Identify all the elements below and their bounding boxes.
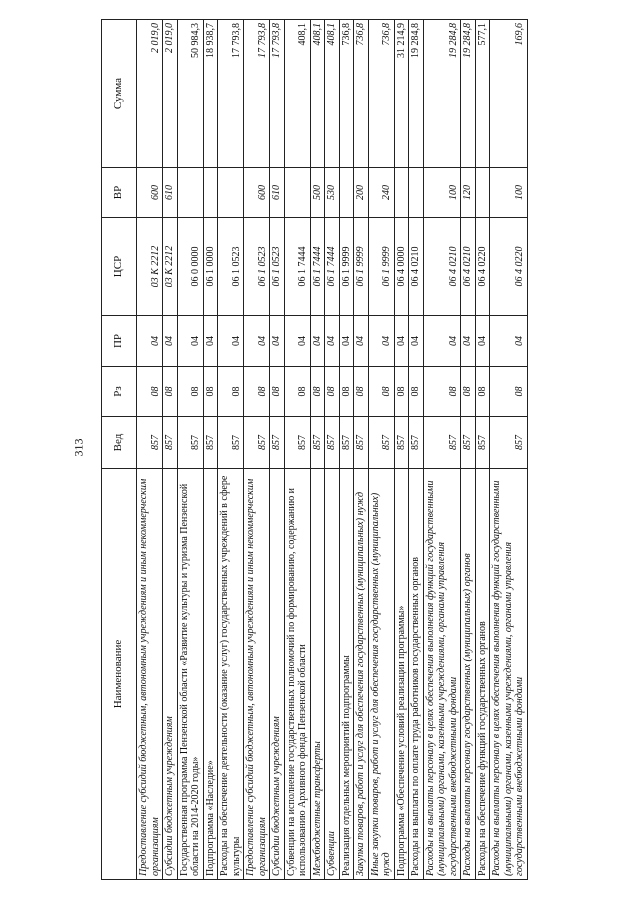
table-row [423, 20, 461, 880]
cell-sum: 19 284,8 [461, 20, 476, 168]
cell-pr: 04 [339, 316, 354, 367]
cell-pr: 04 [310, 316, 325, 367]
table-row [177, 20, 203, 880]
cell-vr: 200 [354, 168, 369, 218]
cell-pr: 04 [177, 316, 203, 367]
page-number: 313 [71, 438, 86, 457]
header-sum: Сумма [102, 20, 137, 168]
header-ved: Вед [102, 417, 137, 469]
cell-ved: 857 [310, 417, 325, 469]
cell-pr: 04 [368, 316, 394, 367]
cell-pr: 04 [163, 316, 178, 367]
cell-vr: 600 [244, 168, 270, 218]
cell-rz: 08 [409, 367, 424, 417]
cell-name: Закупка товаров, работ и услуг для обеспечения государственных (муниципальных) нужд [354, 469, 369, 880]
cell-vr: 120 [461, 168, 476, 218]
cell-vr: 100 [423, 168, 461, 218]
cell-rz: 08 [177, 367, 203, 417]
table-row [137, 20, 163, 880]
cell-name: Предоставление субсидий бюджетным, автономным учреждениям и иным некоммерческим организациям [244, 469, 270, 880]
cell-pr: 04 [218, 316, 244, 367]
cell-vr [203, 168, 218, 218]
cell-sum: 18 938,7 [203, 20, 218, 168]
cell-rz: 08 [490, 367, 528, 417]
cell-pr: 04 [203, 316, 218, 367]
cell-pr: 04 [244, 316, 270, 367]
cell-rz: 08 [137, 367, 163, 417]
cell-pr: 04 [270, 316, 285, 367]
cell-pr: 04 [461, 316, 476, 367]
table-row [354, 20, 369, 880]
cell-rz: 08 [368, 367, 394, 417]
cell-rz: 08 [203, 367, 218, 417]
cell-sum: 17 793,8 [244, 20, 270, 168]
cell-sum: 736,8 [339, 20, 354, 168]
cell-sum: 2 019,0 [137, 20, 163, 168]
cell-csr: 06 1 0523 [270, 218, 285, 316]
cell-ved: 857 [325, 417, 340, 469]
cell-ved: 857 [218, 417, 244, 469]
cell-vr [339, 168, 354, 218]
cell-sum: 17 793,8 [270, 20, 285, 168]
table-body [137, 20, 528, 880]
table-header-row [102, 20, 137, 880]
cell-vr [475, 168, 490, 218]
cell-sum: 577,1 [475, 20, 490, 168]
table-row [394, 20, 409, 880]
rotated-page-content [101, 20, 627, 880]
cell-name: Расходы на обеспечение деятельности (оказание услуг) государственных учреждений в сфере культуры [218, 469, 244, 880]
cell-rz: 08 [284, 367, 310, 417]
cell-name: Государственная программа Пензенской области «Развитие культуры и туризма Пензенской области на 2014-2020 годы» [177, 469, 203, 880]
cell-name: Иные закупки товаров, работ и услуг для обеспечения государственных (муниципальных) нужд [368, 469, 394, 880]
cell-name: Расходы на выплаты персоналу государственных (муниципальных) органов [461, 469, 476, 880]
table-row [163, 20, 178, 880]
table-row [244, 20, 270, 880]
cell-ved: 857 [354, 417, 369, 469]
cell-ved: 857 [409, 417, 424, 469]
cell-sum: 17 793,8 [218, 20, 244, 168]
cell-ved: 857 [284, 417, 310, 469]
cell-name: Расходы на выплаты персоналу в целях обеспечения выполнения функций государственными (муниципальными) органами, казенными учреждениями, органами управления государственными внебюджетными фондами [490, 469, 528, 880]
cell-csr: 06 1 9999 [354, 218, 369, 316]
cell-name: Субсидии бюджетным учреждениям [163, 469, 178, 880]
cell-ved: 857 [490, 417, 528, 469]
cell-pr: 04 [394, 316, 409, 367]
cell-vr: 610 [270, 168, 285, 218]
cell-sum: 19 284,8 [409, 20, 424, 168]
cell-sum: 50 984,3 [177, 20, 203, 168]
cell-ved: 857 [244, 417, 270, 469]
header-rz: Рз [102, 367, 137, 417]
cell-pr: 04 [325, 316, 340, 367]
budget-table [101, 19, 528, 880]
cell-rz: 08 [163, 367, 178, 417]
cell-rz: 08 [310, 367, 325, 417]
cell-ved: 857 [475, 417, 490, 469]
cell-csr: 06 4 0220 [490, 218, 528, 316]
cell-ved: 857 [177, 417, 203, 469]
cell-vr [284, 168, 310, 218]
table-row [284, 20, 310, 880]
cell-ved: 857 [339, 417, 354, 469]
cell-vr: 600 [137, 168, 163, 218]
cell-name: Подпрограмма «Обеспечение условий реализации программы» [394, 469, 409, 880]
cell-csr: 06 1 0523 [244, 218, 270, 316]
cell-sum: 408,1 [325, 20, 340, 168]
header-csr: ЦСР [102, 218, 137, 316]
cell-vr: 240 [368, 168, 394, 218]
cell-ved: 857 [137, 417, 163, 469]
cell-name: Подпрограмма «Наследие» [203, 469, 218, 880]
cell-vr: 500 [310, 168, 325, 218]
table-row [490, 20, 528, 880]
cell-vr: 610 [163, 168, 178, 218]
cell-csr: 06 4 0210 [461, 218, 476, 316]
cell-rz: 08 [218, 367, 244, 417]
cell-ved: 857 [423, 417, 461, 469]
cell-csr: 03 К 2212 [163, 218, 178, 316]
cell-pr: 04 [137, 316, 163, 367]
cell-csr: 06 1 7444 [325, 218, 340, 316]
cell-csr: 06 4 0000 [394, 218, 409, 316]
cell-ved: 857 [203, 417, 218, 469]
cell-csr: 06 1 7444 [284, 218, 310, 316]
cell-csr: 06 4 0220 [475, 218, 490, 316]
cell-pr: 04 [409, 316, 424, 367]
cell-vr: 100 [490, 168, 528, 218]
cell-name: Межбюджетные трансферты [310, 469, 325, 880]
cell-pr: 04 [284, 316, 310, 367]
cell-rz: 08 [475, 367, 490, 417]
cell-csr: 06 1 9999 [339, 218, 354, 316]
cell-vr [409, 168, 424, 218]
cell-vr [177, 168, 203, 218]
cell-csr: 06 4 0210 [423, 218, 461, 316]
cell-rz: 08 [270, 367, 285, 417]
cell-csr: 03 К 2212 [137, 218, 163, 316]
table-row [461, 20, 476, 880]
table-row [409, 20, 424, 880]
cell-name: Расходы на выплаты персоналу в целях обеспечения выполнения функций государственными (муниципальными) органами, казенными учреждениями, органами управления государственными внебюджетными фондами [423, 469, 461, 880]
cell-sum: 736,8 [354, 20, 369, 168]
cell-name: Расходы на выплаты по оплате труда работников государственных органов [409, 469, 424, 880]
cell-ved: 857 [163, 417, 178, 469]
cell-rz: 08 [244, 367, 270, 417]
cell-rz: 08 [354, 367, 369, 417]
cell-ved: 857 [394, 417, 409, 469]
header-vr: ВР [102, 168, 137, 218]
cell-sum: 31 214,9 [394, 20, 409, 168]
cell-pr: 04 [354, 316, 369, 367]
cell-rz: 08 [394, 367, 409, 417]
cell-sum: 408,1 [284, 20, 310, 168]
cell-rz: 08 [461, 367, 476, 417]
table-row [325, 20, 340, 880]
table-row [218, 20, 244, 880]
cell-ved: 857 [461, 417, 476, 469]
cell-name: Субвенции на исполнение государственных полномочий по формированию, содержанию и использованию Архивного фонда Пензенской области [284, 469, 310, 880]
table-row [368, 20, 394, 880]
header-name: Наименование [102, 469, 137, 880]
cell-csr: 06 1 0523 [218, 218, 244, 316]
cell-ved: 857 [368, 417, 394, 469]
cell-sum: 2 019,0 [163, 20, 178, 168]
cell-sum: 408,1 [310, 20, 325, 168]
cell-name: Реализация отдельных мероприятий подпрограммы [339, 469, 354, 880]
cell-rz: 08 [423, 367, 461, 417]
header-pr: ПР [102, 316, 137, 367]
cell-csr: 06 4 0210 [409, 218, 424, 316]
cell-pr: 04 [490, 316, 528, 367]
table-row [310, 20, 325, 880]
cell-name: Расходы на обеспечение функций государственных органов [475, 469, 490, 880]
cell-csr: 06 0 0000 [177, 218, 203, 316]
cell-vr: 530 [325, 168, 340, 218]
cell-csr: 06 1 7444 [310, 218, 325, 316]
cell-csr: 06 1 0000 [203, 218, 218, 316]
cell-sum: 736,8 [368, 20, 394, 168]
cell-sum: 169,6 [490, 20, 528, 168]
cell-pr: 04 [423, 316, 461, 367]
table-row [270, 20, 285, 880]
cell-ved: 857 [270, 417, 285, 469]
cell-pr: 04 [475, 316, 490, 367]
cell-name: Субвенции [325, 469, 340, 880]
cell-name: Предоставление субсидий бюджетным, автономным учреждениям и иным некоммерческим организациям [137, 469, 163, 880]
cell-csr: 06 1 9999 [368, 218, 394, 316]
cell-rz: 08 [339, 367, 354, 417]
cell-vr [218, 168, 244, 218]
table-row [203, 20, 218, 880]
cell-rz: 08 [325, 367, 340, 417]
table-row [339, 20, 354, 880]
cell-vr [394, 168, 409, 218]
cell-name: Субсидии бюджетным учреждениям [270, 469, 285, 880]
cell-sum: 19 284,8 [423, 20, 461, 168]
table-row [475, 20, 490, 880]
